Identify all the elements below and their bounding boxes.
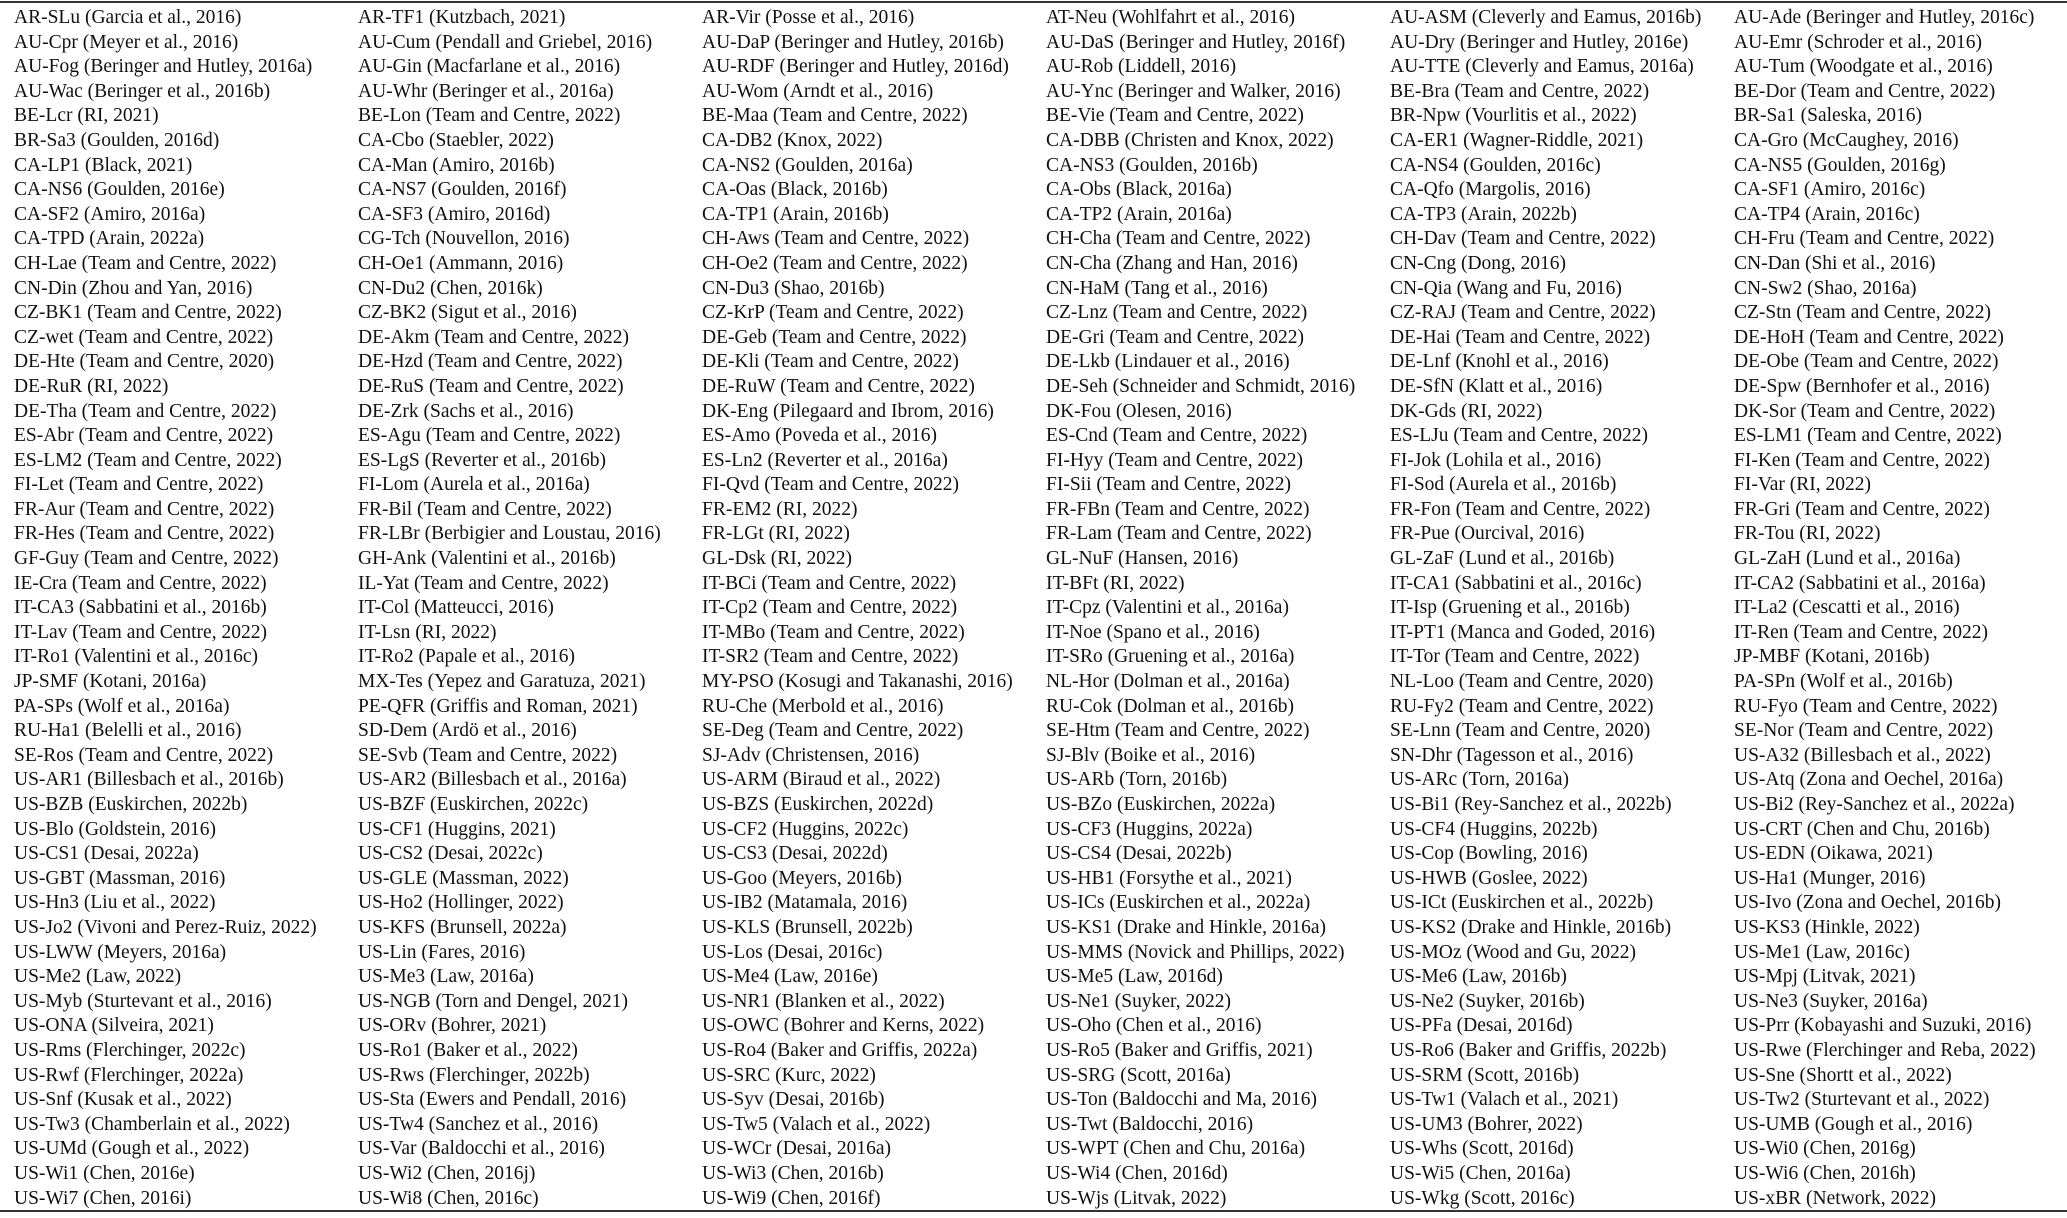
table-cell: FI-Jok (Lohila et al., 2016) — [1390, 449, 1602, 471]
table-cell: US-xBR (Network, 2022) — [1734, 1187, 1937, 1209]
table-cell: CZ-KrP (Team and Centre, 2022) — [702, 302, 964, 324]
table-cell: US-Atq (Zona and Oechel, 2016a) — [1734, 769, 2004, 791]
table-cell: US-IB2 (Matamala, 2016) — [702, 892, 908, 914]
table-cell: FI-Ken (Team and Centre, 2022) — [1734, 449, 1990, 471]
table-cell: FR-LBr (Berbigier and Loustau, 2016) — [358, 523, 661, 545]
table-cell: CN-Dan (Shi et al., 2016) — [1734, 252, 1936, 274]
table-cell: US-SRC (Kurc, 2022) — [702, 1064, 876, 1086]
table-cell: US-Wi0 (Chen, 2016g) — [1734, 1138, 1916, 1160]
table-cell: US-Ro4 (Baker and Griffis, 2022a) — [702, 1039, 978, 1061]
table-cell: US-CF4 (Huggins, 2022b) — [1390, 818, 1598, 840]
table-cell: US-Prr (Kobayashi and Suzuki, 2016) — [1734, 1015, 2032, 1037]
table-cell: AT-Neu (Wohlfahrt et al., 2016) — [1046, 7, 1295, 28]
table-cell: BR-Sa3 (Goulden, 2016d) — [14, 129, 220, 151]
table-cell: US-Me2 (Law, 2022) — [14, 966, 182, 988]
table-cell: US-MMS (Novick and Phillips, 2022) — [1046, 941, 1345, 963]
table-cell: US-SRG (Scott, 2016a) — [1046, 1064, 1231, 1086]
table-cell: CA-TP3 (Arain, 2022b) — [1390, 203, 1577, 225]
table-cell: US-Bi1 (Rey-Sanchez et al., 2022b) — [1390, 794, 1672, 815]
table-cell: AU-Gin (Macfarlane et al., 2016) — [358, 56, 621, 78]
table-cell: CA-Oas (Black, 2016b) — [702, 179, 888, 201]
table-cell: FR-FBn (Team and Centre, 2022) — [1046, 498, 1310, 520]
table-cell: DE-RuS (Team and Centre, 2022) — [358, 375, 624, 397]
table-cell: CA-SF2 (Amiro, 2016a) — [14, 203, 206, 225]
table-cell: BE-Lcr (RI, 2021) — [14, 105, 159, 127]
table-cell: US-Blo (Goldstein, 2016) — [14, 818, 217, 840]
table-cell: CA-SF3 (Amiro, 2016d) — [358, 203, 551, 225]
table-cell: NL-Loo (Team and Centre, 2020) — [1390, 671, 1654, 693]
table-cell: US-KLS (Brunsell, 2022b) — [702, 916, 913, 938]
table-cell: IT-Cpz (Valentini et al., 2016a) — [1046, 597, 1289, 619]
table-cell: US-Wi3 (Chen, 2016b) — [702, 1162, 884, 1184]
table-cell: US-Bi2 (Rey-Sanchez et al., 2022a) — [1734, 794, 2015, 815]
table-cell: DK-Gds (RI, 2022) — [1390, 400, 1543, 422]
table-cell: US-Jo2 (Vivoni and Perez-Ruiz, 2022) — [14, 916, 317, 938]
table-cell: AU-RDF (Beringer and Hutley, 2016d) — [702, 56, 1009, 78]
table-cell: US-Tw5 (Valach et al., 2022) — [702, 1113, 931, 1135]
table-cell: BR-Npw (Vourlitis et al., 2022) — [1390, 105, 1637, 127]
table-cell: US-AR1 (Billesbach et al., 2016b) — [14, 769, 284, 791]
table-cell: CZ-wet (Team and Centre, 2022) — [14, 326, 274, 348]
table-cell: RU-Fyo (Team and Centre, 2022) — [1734, 695, 1998, 717]
site-citation-table — [14, 6, 2064, 1211]
table-cell: US-A32 (Billesbach et al., 2022) — [1734, 744, 1991, 766]
table-cell: DE-Spw (Bernhofer et al., 2016) — [1734, 375, 1990, 397]
table-cell: US-Var (Baldocchi et al., 2016) — [358, 1138, 605, 1160]
table-cell: US-OWC (Bohrer and Kerns, 2022) — [702, 1015, 985, 1037]
table-cell: CG-Tch (Nouvellon, 2016) — [358, 228, 570, 250]
table-cell: US-Whs (Scott, 2016d) — [1390, 1138, 1574, 1160]
table-cell: GL-ZaF (Lund et al., 2016b) — [1390, 548, 1615, 570]
table-cell: US-Me5 (Law, 2016d) — [1046, 966, 1223, 988]
table-cell: US-CF3 (Huggins, 2022a) — [1046, 818, 1253, 840]
table-cell: IT-CA3 (Sabbatini et al., 2016b) — [14, 597, 267, 619]
table-cell: US-UMB (Gough et al., 2016) — [1734, 1113, 1973, 1135]
table-cell: SJ-Blv (Boike et al., 2016) — [1046, 744, 1256, 766]
table-cell: CH-Lae (Team and Centre, 2022) — [14, 252, 277, 274]
table-cell: IT-Noe (Spano et al., 2016) — [1046, 621, 1260, 643]
table-cell: US-Rms (Flerchinger, 2022c) — [14, 1039, 246, 1061]
table-cell: AU-Cum (Pendall and Griebel, 2016) — [358, 31, 653, 53]
table-cell: US-Ro5 (Baker and Griffis, 2021) — [1046, 1039, 1313, 1061]
table-cell: IE-Cra (Team and Centre, 2022) — [14, 572, 267, 594]
table-cell: DE-Gri (Team and Centre, 2022) — [1046, 326, 1305, 348]
table-cell: US-Wi8 (Chen, 2016c) — [358, 1187, 539, 1209]
table-cell: IT-Col (Matteucci, 2016) — [358, 597, 554, 619]
table-cell: GF-Guy (Team and Centre, 2022) — [14, 548, 279, 570]
table-cell: SE-Svb (Team and Centre, 2022) — [358, 744, 618, 766]
table-cell: CA-NS4 (Goulden, 2016c) — [1390, 154, 1601, 176]
table-cell: CN-Cha (Zhang and Han, 2016) — [1046, 252, 1298, 274]
table-cell: IT-MBo (Team and Centre, 2022) — [702, 621, 965, 643]
table-cell: FR-Pue (Ourcival, 2016) — [1390, 523, 1585, 545]
table-cell: US-AR2 (Billesbach et al., 2016a) — [358, 769, 627, 791]
table-cell: US-NR1 (Blanken et al., 2022) — [702, 990, 945, 1012]
table-cell: AU-Ade (Beringer and Hutley, 2016c) — [1734, 7, 2035, 28]
table-cell: CA-DBB (Christen and Knox, 2022) — [1046, 129, 1334, 151]
table-bottom-rule — [0, 1210, 2067, 1212]
table-cell: US-KFS (Brunsell, 2022a) — [358, 916, 567, 938]
table-cell: FR-Tou (RI, 2022) — [1734, 523, 1881, 545]
table-cell: BE-Vie (Team and Centre, 2022) — [1046, 105, 1304, 127]
table-cell: CN-Sw2 (Shao, 2016a) — [1734, 277, 1917, 299]
table-cell: US-LWW (Meyers, 2016a) — [14, 941, 227, 963]
table-cell: AR-TF1 (Kutzbach, 2021) — [358, 7, 566, 28]
table-cell: CZ-Stn (Team and Centre, 2022) — [1734, 302, 1991, 324]
table-cell: US-BZS (Euskirchen, 2022d) — [702, 794, 934, 815]
table-cell: FI-Lom (Aurela et al., 2016a) — [358, 474, 590, 496]
table-cell: ES-Amo (Poveda et al., 2016) — [702, 425, 938, 447]
table-cell: AU-DaS (Beringer and Hutley, 2016f) — [1046, 31, 1346, 53]
table-cell: CA-NS7 (Goulden, 2016f) — [358, 179, 567, 201]
table-cell: RU-Fy2 (Team and Centre, 2022) — [1390, 695, 1654, 717]
table-cell: US-WCr (Desai, 2016a) — [702, 1138, 891, 1160]
table-cell: US-Ha1 (Munger, 2016) — [1734, 867, 1926, 889]
table-cell: BR-Sa1 (Saleska, 2016) — [1734, 105, 1922, 127]
table-cell: US-Twt (Baldocchi, 2016) — [1046, 1113, 1254, 1135]
table-cell: FR-Hes (Team and Centre, 2022) — [14, 523, 275, 545]
table-cell: CN-Du2 (Chen, 2016k) — [358, 277, 543, 299]
table-cell: AU-Rob (Liddell, 2016) — [1046, 56, 1237, 78]
table-cell: US-KS2 (Drake and Hinkle, 2016b) — [1390, 916, 1672, 938]
table-cell: CA-TP4 (Arain, 2016c) — [1734, 203, 1920, 225]
table-cell: PA-SPn (Wolf et al., 2016b) — [1734, 671, 1953, 693]
table-cell: DE-Hte (Team and Centre, 2020) — [14, 351, 275, 373]
table-cell: US-Wi4 (Chen, 2016d) — [1046, 1162, 1228, 1184]
table-cell: US-KS3 (Hinkle, 2022) — [1734, 916, 1920, 938]
table-cell: CA-DB2 (Knox, 2022) — [702, 129, 883, 151]
table-cell: US-ICt (Euskirchen et al., 2022b) — [1390, 892, 1654, 914]
table-cell: US-Lin (Fares, 2016) — [358, 941, 526, 963]
table-cell: ES-Agu (Team and Centre, 2022) — [358, 425, 621, 447]
table-cell: CH-Cha (Team and Centre, 2022) — [1046, 228, 1311, 250]
table-cell: US-PFa (Desai, 2016d) — [1390, 1015, 1573, 1037]
table-cell: JP-MBF (Kotani, 2016b) — [1734, 646, 1930, 668]
table-cell: BE-Dor (Team and Centre, 2022) — [1734, 80, 1996, 102]
table-cell: DK-Fou (Olesen, 2016) — [1046, 400, 1232, 422]
table-cell: AU-TTE (Cleverly and Eamus, 2016a) — [1390, 56, 1694, 78]
table-cell: US-Syv (Desai, 2016b) — [702, 1089, 885, 1111]
table-cell: US-Wi1 (Chen, 2016e) — [14, 1162, 195, 1184]
table-cell: FR-Bil (Team and Centre, 2022) — [358, 498, 612, 520]
table-cell: BE-Maa (Team and Centre, 2022) — [702, 105, 968, 127]
table-cell: ES-LgS (Reverter et al., 2016b) — [358, 449, 607, 471]
table-cell: FR-Aur (Team and Centre, 2022) — [14, 498, 275, 520]
table-cell: CA-Man (Amiro, 2016b) — [358, 154, 555, 176]
table-cell: US-Wi5 (Chen, 2016a) — [1390, 1162, 1571, 1184]
table-cell: US-Ne1 (Suyker, 2022) — [1046, 990, 1231, 1012]
table-cell: CN-HaM (Tang et al., 2016) — [1046, 277, 1268, 299]
table-cell: US-CS3 (Desai, 2022d) — [702, 843, 888, 865]
table-cell: DE-Zrk (Sachs et al., 2016) — [358, 400, 574, 422]
table-cell: US-Rwf (Flerchinger, 2022a) — [14, 1064, 244, 1086]
table-cell: IL-Yat (Team and Centre, 2022) — [358, 572, 609, 594]
table-cell: CA-NS5 (Goulden, 2016g) — [1734, 154, 1946, 176]
table-cell: DE-Tha (Team and Centre, 2022) — [14, 400, 277, 422]
table-cell: CZ-BK1 (Team and Centre, 2022) — [14, 302, 282, 324]
table-cell: FR-Lam (Team and Centre, 2022) — [1046, 523, 1312, 545]
table-cell: DK-Sor (Team and Centre, 2022) — [1734, 400, 1996, 422]
table-cell: CH-Aws (Team and Centre, 2022) — [702, 228, 970, 250]
table-cell: US-Tw3 (Chamberlain et al., 2022) — [14, 1113, 290, 1135]
table-cell: SJ-Adv (Christensen, 2016) — [702, 744, 920, 766]
table-cell: SE-Htm (Team and Centre, 2022) — [1046, 720, 1310, 742]
table-cell: US-Rwe (Flerchinger and Reba, 2022) — [1734, 1039, 2036, 1061]
table-cell: AR-Vir (Posse et al., 2016) — [702, 7, 915, 28]
table-cell: BE-Lon (Team and Centre, 2022) — [358, 105, 621, 127]
table-cell: US-KS1 (Drake and Hinkle, 2016a) — [1046, 916, 1326, 938]
table-cell: CA-TPD (Arain, 2022a) — [14, 228, 205, 250]
table-cell: US-ONA (Silveira, 2021) — [14, 1015, 214, 1037]
table-cell: US-Myb (Sturtevant et al., 2016) — [14, 990, 272, 1012]
table-cell: US-UM3 (Bohrer, 2022) — [1390, 1113, 1583, 1135]
table-cell: AU-Cpr (Meyer et al., 2016) — [14, 31, 239, 53]
table-cell: CZ-Lnz (Team and Centre, 2022) — [1046, 302, 1308, 324]
table-cell: DE-Seh (Schneider and Schmidt, 2016) — [1046, 375, 1356, 397]
table-cell: GH-Ank (Valentini et al., 2016b) — [358, 548, 616, 570]
table-cell: US-Mpj (Litvak, 2021) — [1734, 966, 1916, 988]
table-cell: GL-ZaH (Lund et al., 2016a) — [1734, 548, 1961, 570]
table-cell: IT-Ro2 (Papale et al., 2016) — [358, 646, 575, 668]
table-cell: US-CS2 (Desai, 2022c) — [358, 843, 543, 865]
table-cell: US-Cop (Bowling, 2016) — [1390, 843, 1588, 865]
table-cell: RU-Che (Merbold et al., 2016) — [702, 695, 944, 717]
table-cell: PA-SPs (Wolf et al., 2016a) — [14, 695, 230, 717]
table-cell: CN-Din (Zhou and Yan, 2016) — [14, 277, 253, 299]
table-cell: CA-Qfo (Margolis, 2016) — [1390, 179, 1591, 201]
table-cell: AR-SLu (Garcia et al., 2016) — [14, 7, 242, 28]
table-cell: US-Los (Desai, 2016c) — [702, 941, 883, 963]
table-cell: DE-Lkb (Lindauer et al., 2016) — [1046, 351, 1290, 373]
table-cell: AU-Dry (Beringer and Hutley, 2016e) — [1390, 31, 1689, 53]
table-cell: US-ARc (Torn, 2016a) — [1390, 769, 1569, 791]
table-cell: US-Hn3 (Liu et al., 2022) — [14, 892, 216, 914]
table-cell: US-Ne3 (Suyker, 2016a) — [1734, 990, 1928, 1012]
table-cell: FI-Let (Team and Centre, 2022) — [14, 474, 264, 496]
table-cell: US-EDN (Oikawa, 2021) — [1734, 843, 1933, 865]
table-cell: US-Sta (Ewers and Pendall, 2016) — [358, 1089, 627, 1111]
table-cell: US-HB1 (Forsythe et al., 2021) — [1046, 867, 1292, 889]
table-cell: US-MOz (Wood and Gu, 2022) — [1390, 941, 1636, 963]
table-cell: CA-SF1 (Amiro, 2016c) — [1734, 179, 1926, 201]
table-cell: CN-Qia (Wang and Fu, 2016) — [1390, 277, 1622, 299]
table-cell: CA-TP2 (Arain, 2016a) — [1046, 203, 1232, 225]
table-cell: US-CRT (Chen and Chu, 2016b) — [1734, 818, 1990, 840]
table-cell: US-ARb (Torn, 2016b) — [1046, 769, 1228, 791]
table-cell: US-Me4 (Law, 2016e) — [702, 966, 878, 988]
table-cell: US-CS4 (Desai, 2022b) — [1046, 843, 1232, 865]
table-cell: US-Ro1 (Baker et al., 2022) — [358, 1039, 578, 1061]
table-top-rule — [0, 1, 2067, 3]
table-cell: FR-LGt (RI, 2022) — [702, 523, 850, 545]
table-cell: BE-Bra (Team and Centre, 2022) — [1390, 80, 1650, 102]
table-cell: MY-PSO (Kosugi and Takanashi, 2016) — [702, 671, 1013, 693]
table-cell: US-Ne2 (Suyker, 2016b) — [1390, 990, 1585, 1012]
table-cell: US-Snf (Kusak et al., 2022) — [14, 1089, 232, 1111]
table-cell: CA-TP1 (Arain, 2016b) — [702, 203, 889, 225]
table-cell: US-Rws (Flerchinger, 2022b) — [358, 1064, 590, 1086]
table-cell: AU-Whr (Beringer et al., 2016a) — [358, 80, 614, 102]
table-cell: IT-PT1 (Manca and Goded, 2016) — [1390, 621, 1656, 643]
table-cell: FR-Fon (Team and Centre, 2022) — [1390, 498, 1651, 520]
table-cell: AU-Tum (Woodgate et al., 2016) — [1734, 56, 1993, 78]
table-cell: US-Me1 (Law, 2016c) — [1734, 941, 1910, 963]
table-cell: ES-LJu (Team and Centre, 2022) — [1390, 425, 1649, 447]
table-cell: CH-Fru (Team and Centre, 2022) — [1734, 228, 1995, 250]
table-cell: US-Sne (Shortt et al., 2022) — [1734, 1064, 1952, 1086]
table-cell: DE-Akm (Team and Centre, 2022) — [358, 326, 630, 348]
table-cell: CA-ER1 (Wagner-Riddle, 2021) — [1390, 129, 1644, 151]
table-cell: DE-HoH (Team and Centre, 2022) — [1734, 326, 2004, 348]
table-cell: US-NGB (Torn and Dengel, 2021) — [358, 990, 628, 1012]
table-cell: GL-Dsk (RI, 2022) — [702, 548, 853, 570]
table-cell: US-Ho2 (Hollinger, 2022) — [358, 892, 564, 914]
table-cell: US-CS1 (Desai, 2022a) — [14, 843, 199, 865]
table-cell: DE-Geb (Team and Centre, 2022) — [702, 326, 967, 348]
table-cell: SE-Lnn (Team and Centre, 2020) — [1390, 720, 1651, 742]
table-cell: DK-Eng (Pilegaard and Ibrom, 2016) — [702, 400, 994, 422]
table-cell: IT-BCi (Team and Centre, 2022) — [702, 572, 957, 594]
table-cell: AU-ASM (Cleverly and Eamus, 2016b) — [1390, 7, 1702, 28]
table-cell: CA-NS2 (Goulden, 2016a) — [702, 154, 913, 176]
table-cell: DE-Kli (Team and Centre, 2022) — [702, 351, 959, 373]
table-cell: CA-NS3 (Goulden, 2016b) — [1046, 154, 1258, 176]
table-cell: US-Tw1 (Valach et al., 2021) — [1390, 1089, 1619, 1111]
table-cell: IT-Cp2 (Team and Centre, 2022) — [702, 597, 958, 619]
table-cell: DE-Lnf (Knohl et al., 2016) — [1390, 351, 1609, 373]
table-cell: PE-QFR (Griffis and Roman, 2021) — [358, 695, 638, 717]
table-cell: CH-Oe2 (Team and Centre, 2022) — [702, 252, 968, 274]
table-cell: CA-Gro (McCaughey, 2016) — [1734, 129, 1959, 151]
table-cell: GL-NuF (Hansen, 2016) — [1046, 548, 1239, 570]
table-cell: US-ARM (Biraud et al., 2022) — [702, 769, 941, 791]
table-cell: IT-BFt (RI, 2022) — [1046, 572, 1185, 594]
table-cell: DE-Hai (Team and Centre, 2022) — [1390, 326, 1651, 348]
table-cell: DE-Hzd (Team and Centre, 2022) — [358, 351, 623, 373]
table-cell: CN-Du3 (Shao, 2016b) — [702, 277, 885, 299]
table-cell: AU-Fog (Beringer and Hutley, 2016a) — [14, 56, 313, 78]
table-cell: IT-Ren (Team and Centre, 2022) — [1734, 621, 1989, 643]
table-cell: IT-Lsn (RI, 2022) — [358, 621, 497, 643]
table-cell: AU-DaP (Beringer and Hutley, 2016b) — [702, 31, 1004, 53]
table-cell: ES-LM1 (Team and Centre, 2022) — [1734, 425, 2002, 447]
table-cell: US-ORv (Bohrer, 2021) — [358, 1015, 547, 1037]
table-cell: US-CF2 (Huggins, 2022c) — [702, 818, 909, 840]
table-cell: US-BZF (Euskirchen, 2022c) — [358, 794, 589, 815]
table-cell: US-Me3 (Law, 2016a) — [358, 966, 534, 988]
table-cell: IT-SR2 (Team and Centre, 2022) — [702, 646, 959, 668]
table-cell: US-WPT (Chen and Chu, 2016a) — [1046, 1138, 1306, 1160]
table-cell: IT-CA2 (Sabbatini et al., 2016a) — [1734, 572, 1986, 594]
table-cell: US-BZo (Euskirchen, 2022a) — [1046, 794, 1276, 815]
table-cell: IT-Lav (Team and Centre, 2022) — [14, 621, 267, 643]
table-cell: US-Ro6 (Baker and Griffis, 2022b) — [1390, 1039, 1667, 1061]
table-cell: CA-Cbo (Staebler, 2022) — [358, 129, 554, 151]
table-cell: US-GBT (Massman, 2016) — [14, 867, 226, 889]
table-cell: US-Ivo (Zona and Oechel, 2016b) — [1734, 892, 2001, 914]
table-cell: US-Tw2 (Sturtevant et al., 2022) — [1734, 1089, 1990, 1111]
table-cell: US-Wi6 (Chen, 2016h) — [1734, 1162, 1916, 1184]
table-cell: US-Wi9 (Chen, 2016f) — [702, 1187, 881, 1209]
table-cell: US-Goo (Meyers, 2016b) — [702, 867, 902, 889]
table-cell: AU-Ync (Beringer and Walker, 2016) — [1046, 80, 1341, 102]
table-cell: US-GLE (Massman, 2022) — [358, 867, 569, 889]
table-cell: FI-Qvd (Team and Centre, 2022) — [702, 474, 959, 496]
table-cell: US-Wkg (Scott, 2016c) — [1390, 1187, 1575, 1209]
table-cell: SE-Nor (Team and Centre, 2022) — [1734, 720, 1994, 742]
table-cell: US-Me6 (Law, 2016b) — [1390, 966, 1567, 988]
table-cell: CN-Cng (Dong, 2016) — [1390, 252, 1567, 274]
table-cell: ES-Cnd (Team and Centre, 2022) — [1046, 425, 1308, 447]
table-cell: AU-Wac (Beringer et al., 2016b) — [14, 80, 271, 102]
table-cell: RU-Cok (Dolman et al., 2016b) — [1046, 695, 1295, 717]
table-cell: ES-LM2 (Team and Centre, 2022) — [14, 449, 282, 471]
table-cell: CH-Oe1 (Ammann, 2016) — [358, 252, 564, 274]
table-cell: CA-LP1 (Black, 2021) — [14, 154, 193, 176]
table-cell: FI-Sii (Team and Centre, 2022) — [1046, 474, 1292, 496]
table-cell: US-Wi7 (Chen, 2016i) — [14, 1187, 192, 1209]
table-cell: DE-SfN (Klatt et al., 2016) — [1390, 375, 1603, 397]
table-cell: NL-Hor (Dolman et al., 2016a) — [1046, 671, 1290, 693]
table-cell: RU-Ha1 (Belelli et al., 2016) — [14, 720, 242, 742]
table-cell: DE-RuW (Team and Centre, 2022) — [702, 375, 975, 397]
table-cell: US-Tw4 (Sanchez et al., 2016) — [358, 1113, 599, 1135]
table-cell: AU-Emr (Schroder et al., 2016) — [1734, 31, 1983, 53]
table-cell: US-Wi2 (Chen, 2016j) — [358, 1162, 536, 1184]
table-cell: US-HWB (Goslee, 2022) — [1390, 867, 1588, 889]
table-cell: IT-Tor (Team and Centre, 2022) — [1390, 646, 1640, 668]
table-cell: CA-NS6 (Goulden, 2016e) — [14, 179, 225, 201]
table-cell: FR-Gri (Team and Centre, 2022) — [1734, 498, 1990, 520]
table-cell: US-BZB (Euskirchen, 2022b) — [14, 794, 248, 815]
table-cell: US-Wjs (Litvak, 2022) — [1046, 1187, 1227, 1209]
table-cell: US-UMd (Gough et al., 2022) — [14, 1138, 250, 1160]
table-cell: SE-Deg (Team and Centre, 2022) — [702, 720, 964, 742]
table-cell: CH-Dav (Team and Centre, 2022) — [1390, 228, 1656, 250]
table-cell: MX-Tes (Yepez and Garatuza, 2021) — [358, 671, 646, 693]
table-cell: CA-Obs (Black, 2016a) — [1046, 179, 1232, 201]
table-cell: DE-Obe (Team and Centre, 2022) — [1734, 351, 1999, 373]
table-cell: IT-CA1 (Sabbatini et al., 2016c) — [1390, 572, 1642, 594]
table-cell: FI-Hyy (Team and Centre, 2022) — [1046, 449, 1303, 471]
table-cell: ES-Abr (Team and Centre, 2022) — [14, 425, 274, 447]
table-cell: US-Oho (Chen et al., 2016) — [1046, 1015, 1262, 1037]
table-cell: SN-Dhr (Tagesson et al., 2016) — [1390, 744, 1634, 766]
table-cell: JP-SMF (Kotani, 2016a) — [14, 671, 207, 693]
table-cell: DE-RuR (RI, 2022) — [14, 375, 169, 397]
table-cell: AU-Wom (Arndt et al., 2016) — [702, 80, 934, 102]
table-cell: IT-Isp (Gruening et al., 2016b) — [1390, 597, 1630, 619]
table-cell: IT-SRo (Gruening et al., 2016a) — [1046, 646, 1295, 668]
table-cell: US-CF1 (Huggins, 2021) — [358, 818, 556, 840]
table-cell: CZ-RAJ (Team and Centre, 2022) — [1390, 302, 1656, 324]
table-cell: SD-Dem (Ardö et al., 2016) — [358, 720, 577, 742]
table-cell: FR-EM2 (RI, 2022) — [702, 498, 858, 520]
table-cell: SE-Ros (Team and Centre, 2022) — [14, 744, 274, 766]
table-cell: FI-Sod (Aurela et al., 2016b) — [1390, 474, 1617, 496]
table-cell: FI-Var (RI, 2022) — [1734, 474, 1872, 496]
table-cell: US-ICs (Euskirchen et al., 2022a) — [1046, 892, 1311, 914]
table-cell: US-Ton (Baldocchi and Ma, 2016) — [1046, 1089, 1318, 1111]
table-cell: IT-La2 (Cescatti et al., 2016) — [1734, 597, 1960, 619]
table-cell: CZ-BK2 (Sigut et al., 2016) — [358, 302, 577, 324]
table-cell: ES-Ln2 (Reverter et al., 2016a) — [702, 449, 948, 471]
table-cell: US-SRM (Scott, 2016b) — [1390, 1064, 1580, 1086]
table-cell: IT-Ro1 (Valentini et al., 2016c) — [14, 646, 259, 668]
